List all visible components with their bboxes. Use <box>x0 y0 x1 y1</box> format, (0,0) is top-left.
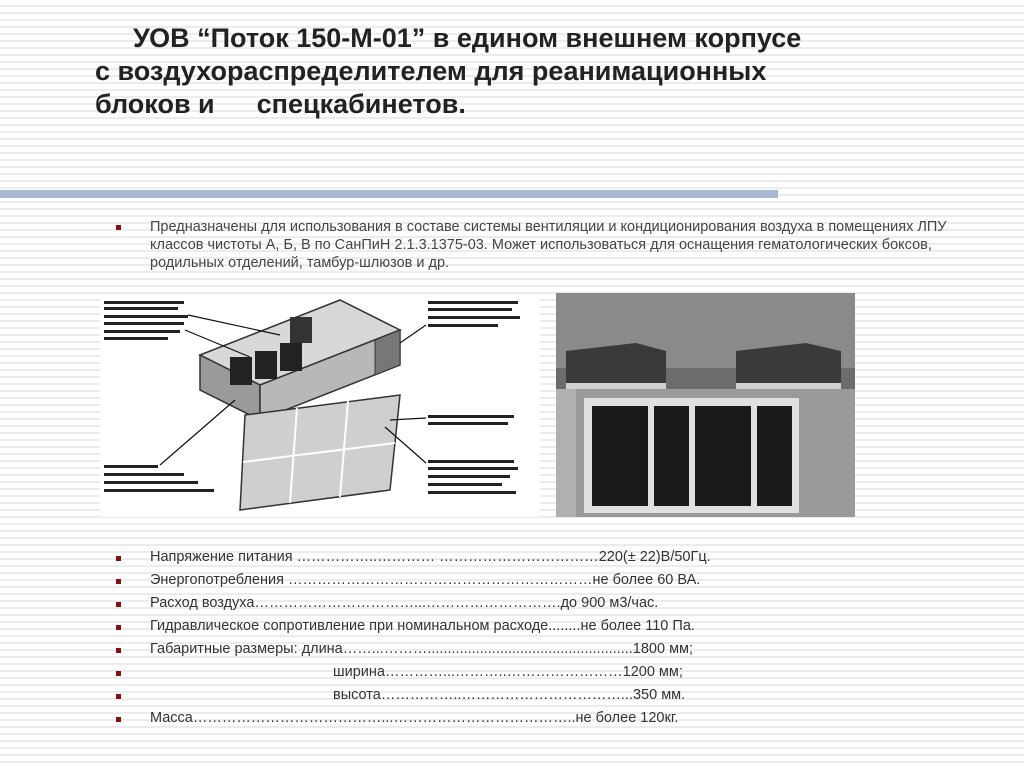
spec-label: Напряжение питания <box>150 549 293 565</box>
bullet-icon <box>116 671 121 676</box>
spec-leader: ……………………………………………………… <box>283 572 593 588</box>
title-line-3b: спецкабинетов. <box>256 89 466 119</box>
bullet-icon <box>116 648 121 653</box>
spec-row <box>333 663 683 681</box>
spec-leader: ……...………................................................... <box>342 641 633 657</box>
spec-label: Расход воздуха <box>150 595 255 611</box>
spec-label: Энергопотребления <box>150 572 284 588</box>
spec-value: 1200 мм; <box>622 664 683 680</box>
spec-leader: ……………..……………………………... <box>380 687 633 703</box>
spec-leader: ........ <box>548 618 581 634</box>
bullet-icon <box>116 602 121 607</box>
slide-title <box>95 22 995 121</box>
spec-leader: ……………..………… …………………………… <box>292 549 599 565</box>
spec-row <box>150 594 658 612</box>
spec-value: до 900 м3/час. <box>560 595 659 611</box>
spec-value: не более 120кг. <box>575 710 679 726</box>
unit-schematic-figure <box>100 295 540 517</box>
spec-label: высота <box>333 687 381 703</box>
unit-schematic-drawing <box>100 295 540 517</box>
bullet-icon <box>116 717 121 722</box>
installation-photo <box>556 293 855 517</box>
spec-leader: …………………………………...……………………………….. <box>192 710 576 726</box>
spec-row <box>150 617 695 635</box>
spec-value: не более 60 ВА. <box>592 572 701 588</box>
bullet-icon <box>116 694 121 699</box>
title-line-3a: блоков и <box>95 89 215 119</box>
spec-label: ширина <box>333 664 385 680</box>
spec-value: 350 мм. <box>632 687 686 703</box>
spec-label: Масса <box>150 710 193 726</box>
spec-row <box>150 709 678 727</box>
spec-label: Гидравлическое сопротивление при номинальном расходе <box>150 618 549 634</box>
bullet-icon <box>116 225 121 230</box>
spec-label: Габаритные размеры: длина <box>150 641 343 657</box>
bullet-icon <box>116 556 121 561</box>
spec-row <box>333 686 685 704</box>
bullet-icon <box>116 625 121 630</box>
spec-value: 220(± 22)В/50Гц. <box>598 549 711 565</box>
bullet-icon <box>116 579 121 584</box>
spec-value: не более 110 Па. <box>580 618 695 634</box>
intro-paragraph: Предназначены для использования в составе системы вентиляции и кондиционирования воздуха в помещениях ЛПУ классов чистоты А, Б, В по СанПиН 2.1.3.1375-03. Может использоваться для оснащения гематологических боксов, родильных отделений, тамбур-шлюзов и др. <box>150 219 947 271</box>
title-line-1: УОВ “Поток 150-М-01” в едином внешнем корпусе <box>133 23 802 53</box>
spec-value: 1800 мм; <box>632 641 694 657</box>
spec-row <box>150 548 711 566</box>
title-divider-bar <box>0 190 778 198</box>
spec-leader: …………...………..…………………… <box>384 664 623 680</box>
installation-photo-drawing <box>556 293 855 517</box>
spec-leader: ……………………………...………………………. <box>254 595 561 611</box>
title-line-2: с воздухораспределителем для реанимационных <box>95 56 767 86</box>
spec-row <box>150 640 693 658</box>
spec-row <box>150 571 700 589</box>
